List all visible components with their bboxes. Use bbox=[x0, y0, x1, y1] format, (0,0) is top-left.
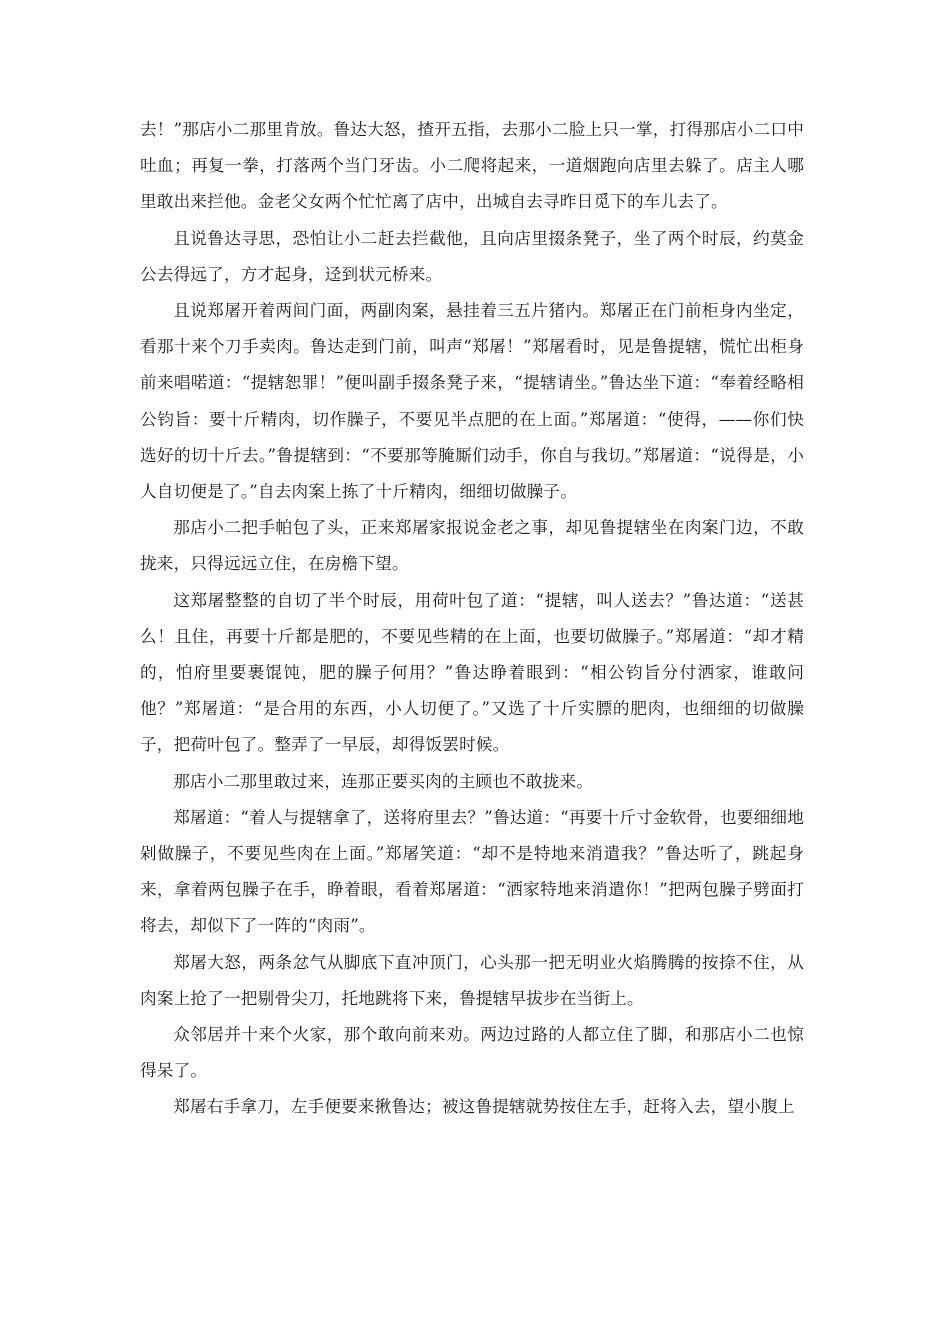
document-body bbox=[140, 112, 804, 1126]
paragraph: 这郑屠整整的自切了半个时辰，用荷叶包了道：“提辖，叫人送去？”鲁达道：“送甚么！且住，再要十斤都是肥的，不要见些精的在上面，也要切做臊子。”郑屠道：“却才精的，怕府里要裹馄饨，肥的臊子何用？”鲁达睁着眼到：“相公钧旨分付洒家，谁敢问他？”郑屠道：“是合用的东西，小人切便了。”又选了十斤实膘的肥肉，也细细的切做臊子，把荷叶包了。整弄了一早辰，却得饭罢时候。 bbox=[140, 590, 804, 755]
paragraph: 郑屠道：“着人与提辖拿了，送将府里去？”鲁达道：“再要十斤寸金软骨，也要细细地剁做臊子，不要见些肉在上面。”郑屠笑道：“却不是特地来消遣我？”鲁达听了，跳起身来，拿着两包臊子在手，睁着眼，看着郑屠道：“洒家特地来消遣你！”把两包臊子劈面打将去，却似下了一阵的“肉雨”。 bbox=[140, 807, 804, 936]
paragraph: 那店小二把手帕包了头，正来郑屠家报说金老之事，却见鲁提辖坐在肉案门边，不敢拢来，只得远远立住，在房檐下望。 bbox=[140, 518, 804, 574]
paragraph: 去！”那店小二那里肯放。鲁达大怒，揸开五指，去那小二脸上只一掌，打得那店小二口中吐血；再复一拳，打落两个当门牙齿。小二爬将起来，一道烟跑向店里去躲了。店主人哪里敢出来拦他。金老父女两个忙忙离了店中，出城自去寻昨日觅下的车儿去了。 bbox=[140, 120, 804, 212]
paragraph: 且说郑屠开着两间门面，两副肉案，悬挂着三五片猪内。郑屠正在门前柜身内坐定，看那十来个刀手卖肉。鲁达走到门前，叫声“郑屠！”郑屠看时，见是鲁提辖，慌忙出柜身前来唱喏道：“提辖恕罪！”便叫副手掇条凳子来，“提辖请坐。”鲁达坐下道：“奉着经略相公钧旨：要十斤精肉，切作臊子，不要见半点肥的在上面。”郑屠道：“使得，——你们快选好的切十斤去。”鲁提辖到：“不要那等腌厮们动手，你自与我切。”郑屠道：“说得是，小人自切便是了。”自去肉案上拣了十斤精肉，细细切做臊子。 bbox=[140, 301, 804, 502]
paragraph: 那店小二那里敢过来，连那正要买肉的主顾也不敢拢来。 bbox=[173, 771, 594, 791]
paragraph: 郑屠大怒，两条忿气从脚底下直冲顶门，心头那一把无明业火焰腾腾的按捺不住，从肉案上抢了一把剔骨尖刀，托地跳将下来，鲁提辖早拔步在当街上。 bbox=[140, 952, 804, 1008]
paragraph: 众邻居并十来个火家，那个敢向前来劝。两边过路的人都立住了脚，和那店小二也惊得呆了。 bbox=[140, 1025, 804, 1081]
paragraph: 且说鲁达寻思，恐怕让小二赶去拦截他，且向店里掇条凳子，坐了两个时辰，约莫金公去得远了，方才起身，迳到状元桥来。 bbox=[140, 228, 804, 284]
paragraph: 郑屠右手拿刀，左手便要来揪鲁达；被这鲁提辖就势按住左手，赶将入去，望小腹上 bbox=[173, 1097, 795, 1117]
